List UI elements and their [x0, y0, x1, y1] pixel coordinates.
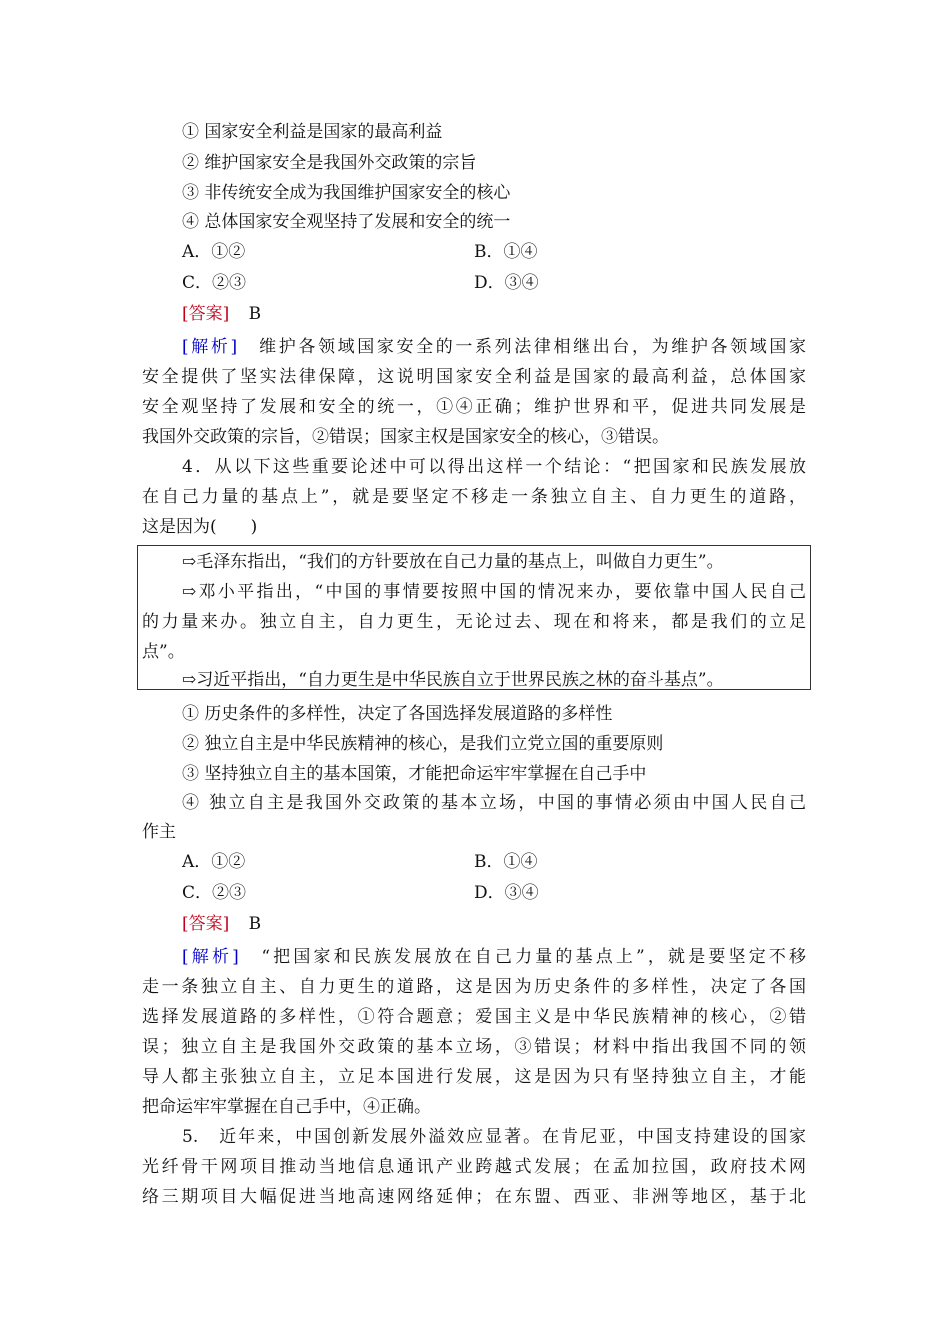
q5-stem-line-2: 光纤骨干网项目推动当地信息通讯产业跨越式发展；在孟加拉国，政府技术网	[142, 1157, 806, 1177]
analysis-label: [解析]	[182, 947, 239, 967]
q4-option-d: D．③④	[474, 883, 539, 903]
q3-item-4: ④ 总体国家安全观坚持了发展和安全的统一	[182, 212, 511, 232]
q3-analysis-line-3: 安全观坚持了发展和安全的统一，①④正确；维护世界和平，促进共同发展是	[142, 397, 806, 417]
q5-stem-line-3: 络三期项目大幅促进当地高速网络延伸；在东盟、西亚、非洲等地区，基于北	[142, 1187, 806, 1207]
analysis-text: 维护各领域国家安全的一系列法律相继出台，为维护各领域国家	[259, 337, 807, 357]
answer-value: B	[248, 304, 262, 324]
q3-item-1: ① 国家安全利益是国家的最高利益	[182, 122, 443, 142]
quote-mao: ⇨毛泽东指出，“我们的方针要放在自己力量的基点上，叫做自力更生”。	[182, 552, 724, 572]
q4-item-3: ③ 坚持独立自主的基本国策，才能把命运牢牢掌握在自己手中	[182, 764, 647, 784]
quote-deng-line-2: 的力量来办。独立自主，自力更生，无论过去、现在和将来，都是我们的立足	[142, 612, 806, 632]
q4-stem-line-3: 这是因为( )	[142, 517, 258, 537]
q4-option-a: A．①②	[182, 852, 246, 872]
q4-item-4-cont: 作主	[142, 822, 176, 842]
answer-value: B	[248, 914, 262, 934]
q4-item-1: ① 历史条件的多样性，决定了各国选择发展道路的多样性	[182, 704, 613, 724]
q4-option-b: B．①④	[474, 852, 538, 872]
q3-option-d: D．③④	[474, 273, 539, 293]
q4-analysis-line-6: 把命运牢牢掌握在自己手中，④正确。	[142, 1097, 431, 1117]
q4-analysis-line-5: 导人都主张独立自主，立足本国进行发展，这是因为只有坚持独立自主，才能	[142, 1067, 806, 1087]
answer-label: [答案]	[182, 304, 230, 324]
quote-xi: ⇨习近平指出，“自力更生是中华民族自立于世界民族之林的奋斗基点”。	[182, 670, 724, 690]
q4-analysis-line-1	[182, 945, 806, 969]
q4-answer	[182, 912, 261, 936]
q5-stem-line-1: 5. 近年来，中国创新发展外溢效应显著。在肯尼亚，中国支持建设的国家	[182, 1127, 806, 1147]
answer-label: [答案]	[182, 914, 230, 934]
q3-analysis-line-4: 我国外交政策的宗旨，②错误；国家主权是国家安全的核心，③错误。	[142, 427, 669, 447]
q4-option-c: C．②③	[182, 883, 247, 903]
q3-analysis-line-1	[182, 335, 806, 359]
q3-item-3: ③ 非传统安全成为我国维护国家安全的核心	[182, 183, 511, 203]
q3-item-2: ② 维护国家安全是我国外交政策的宗旨	[182, 153, 477, 173]
quote-deng-line-1: ⇨邓小平指出，“中国的事情要按照中国的情况来办，要依靠中国人民自己	[182, 582, 806, 602]
q4-analysis-line-4: 误；独立自主是我国外交政策的基本立场，③错误；材料中指出我国不同的领	[142, 1037, 806, 1057]
q4-stem-line-2: 在自己力量的基点上”，就是要坚定不移走一条独立自主、自力更生的道路，	[142, 487, 806, 507]
quote-deng-line-3: 点”。	[142, 642, 185, 662]
analysis-text: “把国家和民族发展放在自己力量的基点上”，就是要坚定不移	[261, 947, 807, 967]
q4-stem-line-1: 4．从以下这些重要论述中可以得出这样一个结论：“把国家和民族发展放	[182, 457, 806, 477]
q4-item-2: ② 独立自主是中华民族精神的核心，是我们立党立国的重要原则	[182, 734, 664, 754]
q3-answer	[182, 302, 261, 326]
q3-analysis-line-2: 安全提供了坚实法律保障，这说明国家安全利益是国家的最高利益，总体国家	[142, 367, 806, 387]
q4-item-4: ④ 独立自主是我国外交政策的基本立场，中国的事情必须由中国人民自己	[182, 793, 806, 813]
q4-analysis-line-2: 走一条独立自主、自力更生的道路，这是因为历史条件的多样性，决定了各国	[142, 977, 806, 997]
q3-option-c: C．②③	[182, 273, 247, 293]
q4-analysis-line-3: 选择发展道路的多样性，①符合题意；爱国主义是中华民族精神的核心，②错	[142, 1007, 806, 1027]
q3-option-b: B．①④	[474, 242, 538, 262]
q3-option-a: A．①②	[182, 242, 246, 262]
analysis-label: [解析]	[182, 337, 238, 357]
